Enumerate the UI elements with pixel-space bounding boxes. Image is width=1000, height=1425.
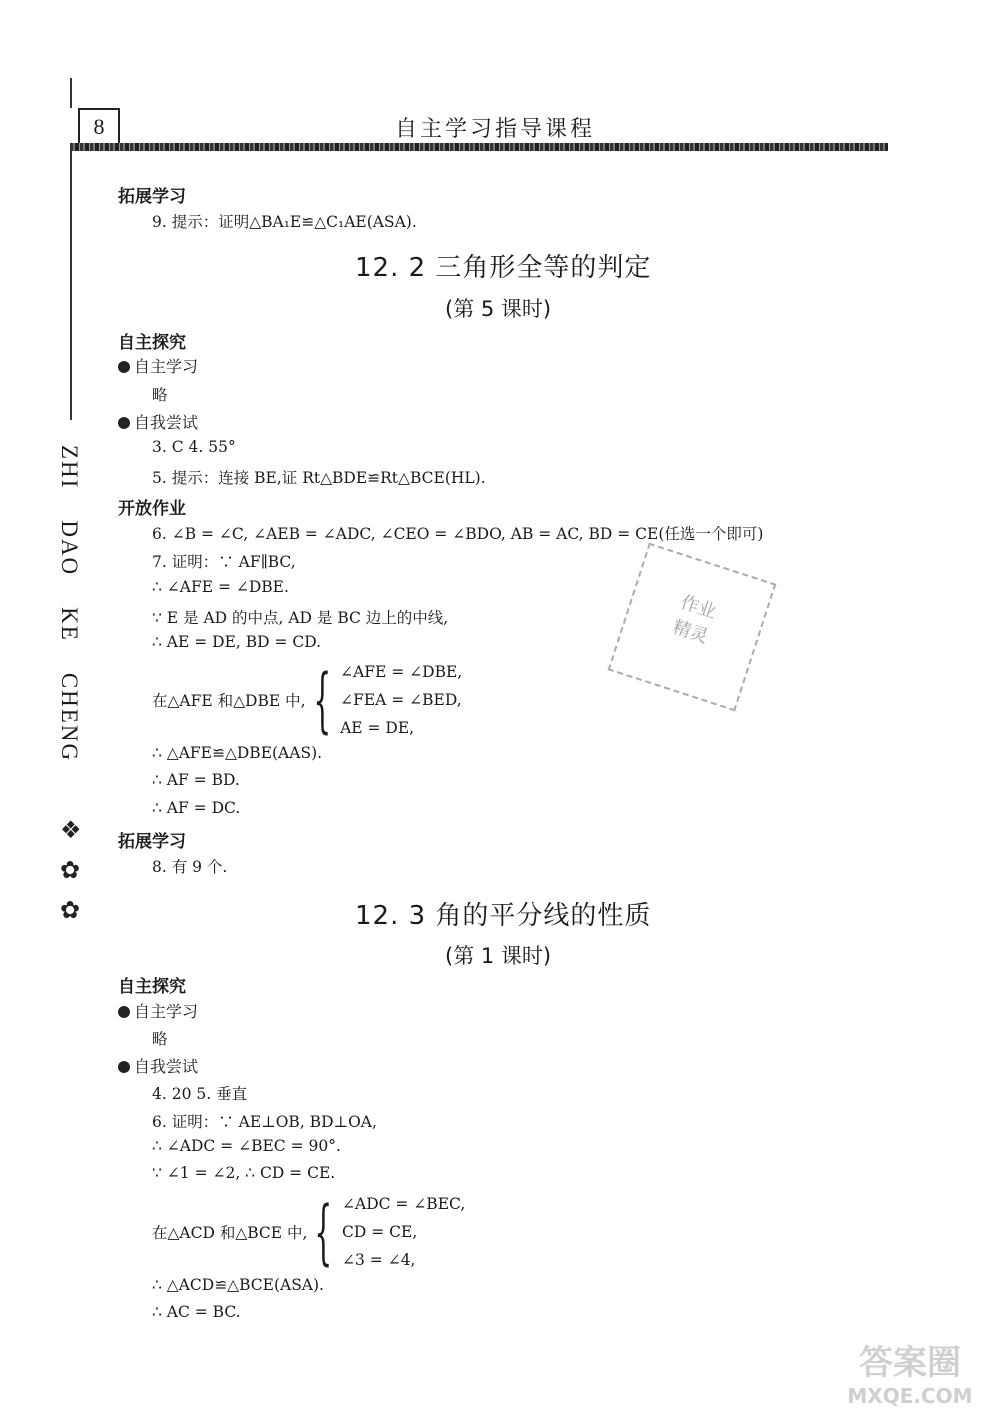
header-rule	[70, 143, 888, 151]
answer-line: 6. ∠B = ∠C, ∠AEB = ∠ADC, ∠CEO = ∠BDO, AB = AC, BD = CE(任选一个即可)	[152, 525, 764, 543]
side-text	[56, 445, 82, 762]
bullet-icon	[118, 1006, 130, 1018]
answer-line: 7. 证明：∵ AF∥BC,	[152, 553, 296, 571]
answer-line: ∴ △ACD≌△BCE(ASA).	[152, 1276, 324, 1294]
system-line: ∠3 = ∠4,	[342, 1251, 416, 1269]
lesson-label: (第 1 课时)	[445, 944, 552, 968]
system-line: ∠AFE = ∠DBE,	[340, 663, 463, 681]
section-title: 12. 2 三角形全等的判定	[355, 253, 652, 283]
left-margin-line-top	[70, 78, 72, 108]
watermark-logo	[835, 1335, 985, 1415]
answer-line: ∵ ∠1 = ∠2, ∴ CD = CE.	[152, 1164, 336, 1182]
running-title: 自主学习指导课程	[395, 117, 596, 142]
system-line: CD = CE,	[342, 1223, 418, 1241]
heading-open-work: 开放作业	[118, 499, 186, 519]
equation-system	[152, 658, 462, 742]
ornament-icon: ✿	[60, 856, 81, 884]
heading-explore: 自主探究	[118, 333, 186, 353]
subheading-self-try: 自我尝试	[118, 410, 198, 433]
stamp-text: 作业	[677, 591, 719, 624]
system-line: ∠ADC = ∠BEC,	[342, 1195, 466, 1213]
brace-icon: {	[312, 659, 331, 741]
side-word: CHENG	[57, 672, 82, 763]
subheading-self-study: 自主学习	[118, 354, 198, 377]
watermark-text: 答案圈	[859, 1343, 961, 1383]
system-prefix: 在△ACD 和△BCE 中,	[152, 1224, 308, 1242]
answer-line: ∴ △AFE≌△DBE(AAS).	[152, 744, 323, 762]
answer-line: ∴ ∠AFE = ∠DBE.	[152, 578, 289, 596]
system-prefix: 在△AFE 和△DBE 中,	[152, 692, 306, 710]
lesson-label: (第 5 课时)	[445, 297, 552, 321]
answer-line: 3. C 4. 55°	[152, 438, 236, 456]
bullet-icon	[118, 1061, 130, 1073]
equation-system	[152, 1190, 465, 1274]
heading-explore: 自主探究	[118, 977, 186, 997]
section-title: 12. 3 角的平分线的性质	[355, 901, 652, 931]
watermark-text: MXQE.COM	[847, 1384, 973, 1408]
system-lines	[340, 658, 462, 742]
answer-line: ∴ AC = BC.	[152, 1303, 241, 1321]
brace-icon: {	[314, 1191, 333, 1273]
answer-line: 9. 提示：证明△BA₁E≌△C₁AE(ASA).	[152, 213, 417, 231]
system-line: ∠FEA = ∠BED,	[340, 691, 462, 709]
bullet-icon	[118, 417, 130, 429]
answer-line: ∴ ∠ADC = ∠BEC = 90°.	[152, 1137, 341, 1155]
answer-line: 5. 提示：连接 BE,证 Rt△BDE≌Rt△BCE(HL).	[152, 469, 486, 487]
subheading-self-study: 自主学习	[118, 999, 198, 1022]
answer-line: 略	[152, 386, 168, 404]
side-word: DAO	[57, 520, 82, 577]
left-margin-line	[70, 150, 72, 420]
answer-line: 略	[152, 1030, 168, 1048]
answer-line: ∴ AE = DE, BD = CD.	[152, 633, 322, 651]
side-ornament	[60, 810, 82, 930]
stamp-logo	[608, 543, 777, 712]
answer-line: 4. 20 5. 垂直	[152, 1085, 248, 1103]
ornament-icon: ✿	[60, 896, 81, 924]
subheading-self-try: 自我尝试	[118, 1054, 198, 1077]
answer-line: ∵ E 是 AD 的中点, AD 是 BC 边上的中线,	[152, 609, 449, 627]
system-line: AE = DE,	[340, 719, 415, 737]
bullet-icon	[118, 361, 130, 373]
answer-line: ∴ AF = DC.	[152, 799, 241, 817]
page-number: 8	[78, 108, 120, 146]
side-word: KE	[57, 607, 82, 642]
answer-line: ∴ AF = BD.	[152, 771, 240, 789]
side-word: ZHI	[57, 445, 82, 490]
heading-extension: 拓展学习	[118, 832, 186, 852]
stamp-text: 精灵	[669, 616, 711, 648]
heading-extension: 拓展学习	[118, 187, 186, 207]
ornament-icon: ❖	[60, 816, 82, 844]
answer-line: 8. 有 9 个.	[152, 858, 228, 876]
system-lines	[342, 1190, 465, 1274]
answer-line: 6. 证明：∵ AE⊥OB, BD⊥OA,	[152, 1113, 377, 1131]
